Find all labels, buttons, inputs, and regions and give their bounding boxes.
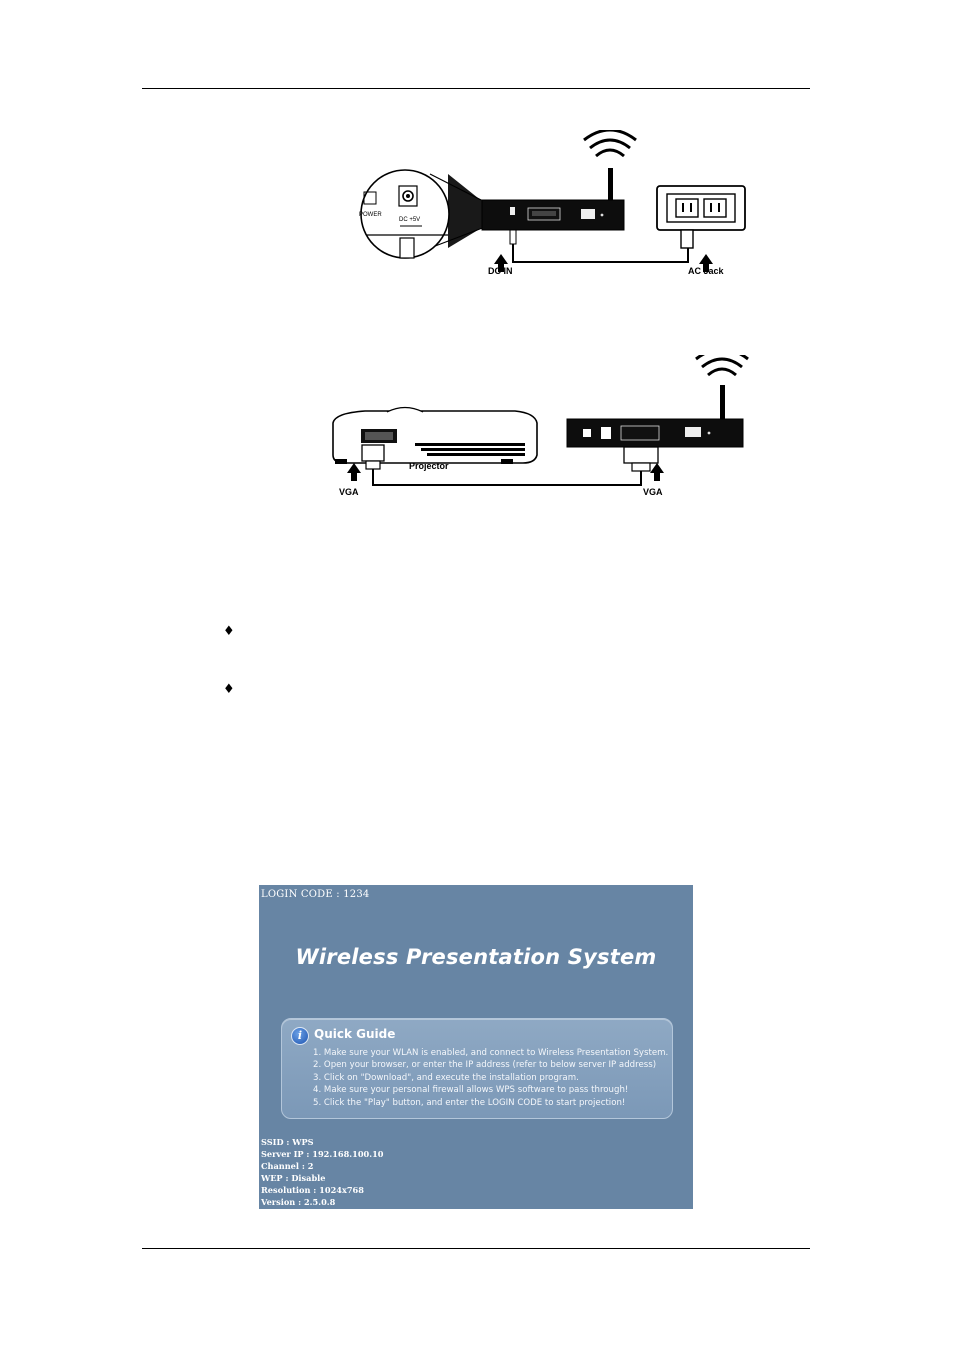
vga-right-callout: VGA xyxy=(643,487,663,497)
guide-step: 1. Make sure your WLAN is enabled, and connect to Wireless Presentation System. xyxy=(313,1048,669,1058)
status-ssid: SSID : WPS xyxy=(261,1137,314,1147)
guide-step: 5. Click the "Play" button, and enter the LOGIN CODE to start projection! xyxy=(313,1097,626,1108)
screen-title: Wireless Presentation System xyxy=(295,945,657,969)
vga-connection-figure xyxy=(325,355,760,505)
ac-jack-callout: AC Jack xyxy=(688,266,724,276)
footer-rule xyxy=(142,1248,810,1249)
guide-step: 2. Open your browser, or enter the IP address (refer to below server IP address) xyxy=(313,1060,657,1071)
bullet-marker: ♦ xyxy=(223,624,235,639)
status-server-ip: Server IP : 192.168.100.10 xyxy=(261,1149,384,1159)
inset-dc-label: DC +5V xyxy=(399,217,421,223)
wps-screen xyxy=(259,885,693,1209)
status-version: Version : 2.5.0.8 xyxy=(261,1197,336,1207)
quick-guide-title: Quick Guide xyxy=(314,1027,396,1041)
inset-power-label: POWER xyxy=(359,212,382,218)
status-resolution: Resolution : 1024x768 xyxy=(261,1185,364,1195)
quick-guide-panel xyxy=(281,1018,673,1119)
guide-step: 3. Click on "Download", and execute the installation program. xyxy=(313,1072,579,1083)
quick-guide-steps xyxy=(313,1047,668,1109)
login-code: LOGIN CODE : 1234 xyxy=(261,889,370,900)
status-wep: WEP : Disable xyxy=(261,1173,326,1183)
vga-left-callout: VGA xyxy=(339,487,359,497)
header-rule xyxy=(142,88,810,89)
projector-label: Projector xyxy=(409,461,449,471)
status-info xyxy=(261,1136,384,1208)
guide-step: 4. Make sure your personal firewall allows WPS software to pass through! xyxy=(313,1085,629,1096)
bullet-marker: ♦ xyxy=(223,682,235,697)
info-icon: i xyxy=(291,1027,309,1045)
dc-in-callout: DC IN xyxy=(488,266,513,276)
status-channel: Channel : 2 xyxy=(261,1161,314,1171)
power-connection-figure xyxy=(330,130,760,285)
